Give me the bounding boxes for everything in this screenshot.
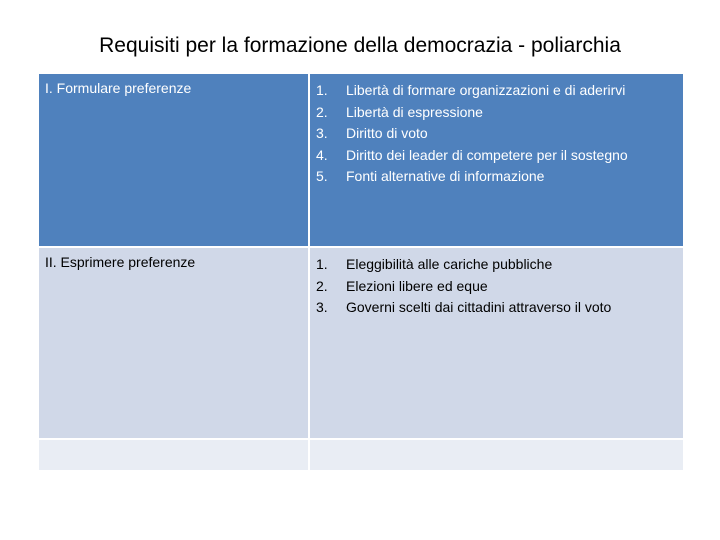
list-item-text: Eleggibilità alle cariche pubbliche (346, 256, 553, 272)
slide-title: Requisiti per la formazione della democrazia - poliarchia (99, 34, 621, 57)
list-item-number: 2. (316, 277, 328, 294)
row-label: II. Esprimere preferenze (45, 254, 196, 270)
list-item-text: Diritto dei leader di competere per il sostegno (346, 146, 628, 163)
table-cell-label (38, 247, 309, 439)
list-item-text: Fonti alternative di informazione (346, 168, 545, 184)
list-item-text: Elezioni libere ed eque (346, 277, 488, 294)
list-item-number: 1. (316, 256, 328, 272)
row-label: I. Formulare preferenze (45, 80, 192, 96)
list-item (316, 102, 675, 124)
table-row-empty (38, 439, 684, 471)
numbered-list (316, 254, 675, 319)
list-item-text: Libertà di formare organizzazioni e di aderirvi (346, 82, 626, 98)
list-item-number: 5. (316, 168, 328, 184)
table-row (38, 247, 684, 439)
list-item (316, 166, 675, 188)
list-item-text: Libertà di espressione (346, 103, 483, 120)
list-item-text: Diritto di voto (346, 125, 428, 141)
list-item (316, 123, 675, 145)
list-item (316, 80, 675, 102)
table-cell-empty (309, 439, 684, 471)
list-item-number: 2. (316, 103, 328, 120)
list-item-number: 3. (316, 299, 328, 315)
table-cell-items (309, 247, 684, 439)
list-item-number: 4. (316, 146, 328, 163)
list-item-text: Governi scelti dai cittadini attraverso il voto (346, 299, 612, 315)
list-item-number: 1. (316, 82, 328, 98)
table-cell-label (38, 73, 309, 247)
numbered-list (316, 80, 675, 188)
table-cell-empty (38, 439, 309, 471)
requirements-table (37, 72, 685, 472)
list-item (316, 276, 675, 298)
list-item (316, 145, 675, 167)
list-item (316, 297, 675, 319)
list-item-number: 3. (316, 125, 328, 141)
table-row (38, 73, 684, 247)
table-cell-items (309, 73, 684, 247)
list-item (316, 254, 675, 276)
